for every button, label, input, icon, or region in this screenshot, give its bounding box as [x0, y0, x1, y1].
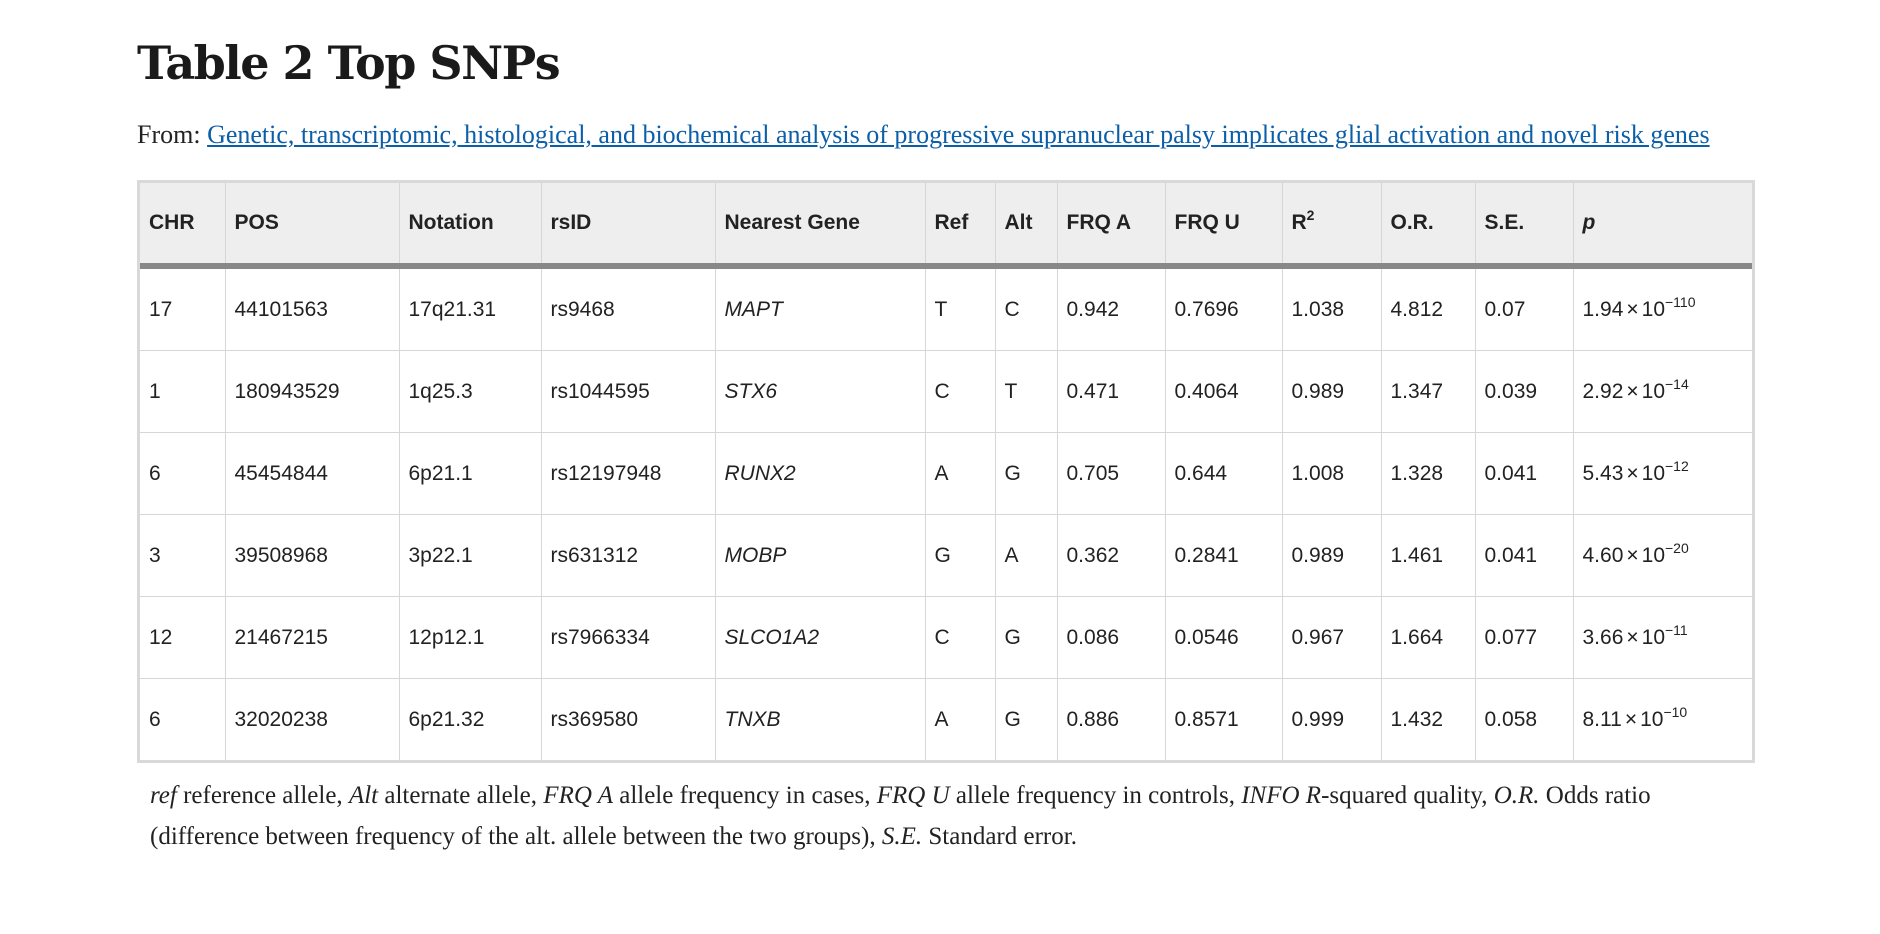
cell-r2: 1.008: [1282, 433, 1381, 515]
cell-pos: 180943529: [225, 351, 399, 433]
p-base: 10: [1641, 625, 1665, 649]
footnote-term: FRQ A: [543, 782, 613, 809]
cell-frq-u: 0.2841: [1165, 515, 1282, 597]
cell-nearest-gene: MAPT: [715, 266, 925, 351]
cell-pos: 21467215: [225, 597, 399, 679]
times-symbol: ×: [1626, 625, 1639, 649]
cell-p-value: [1573, 597, 1752, 679]
p-exponent: −10: [1663, 703, 1688, 720]
cell-odds-ratio: 1.461: [1381, 515, 1475, 597]
col-header-alt: Alt: [995, 183, 1057, 266]
footnote-term: FRQ U: [876, 782, 950, 809]
cell-chr: 3: [140, 515, 225, 597]
col-header-chr: CHR: [140, 183, 225, 266]
table-row: [140, 351, 1752, 433]
footnote-text: allele frequency in controls,: [949, 782, 1242, 809]
cell-frq-a: 0.705: [1057, 433, 1165, 515]
cell-notation: 12p12.1: [399, 597, 541, 679]
source-article-link[interactable]: Genetic, transcriptomic, histological, and biochemical analysis of progressive supranuclear palsy implicates glial activation and novel risk genes: [207, 120, 1710, 149]
col-header-notation: Notation: [399, 183, 541, 266]
cell-chr: 12: [140, 597, 225, 679]
cell-frq-a: 0.471: [1057, 351, 1165, 433]
footnote-term: S.E.: [881, 823, 923, 850]
cell-pos: 45454844: [225, 433, 399, 515]
cell-frq-a: 0.942: [1057, 266, 1165, 351]
col-header-odds-ratio: O.R.: [1381, 183, 1475, 266]
cell-p-value: [1573, 515, 1752, 597]
r2-superscript: 2: [1306, 207, 1315, 223]
p-base: 10: [1641, 297, 1665, 321]
cell-notation: 1q25.3: [399, 351, 541, 433]
cell-se: 0.077: [1475, 597, 1573, 679]
col-header-rsid: rsID: [541, 183, 715, 266]
cell-rsid: rs631312: [541, 515, 715, 597]
times-symbol: ×: [1626, 297, 1639, 321]
col-header-r2: [1282, 183, 1381, 266]
footnote-term: ref: [150, 782, 177, 809]
cell-frq-u: 0.8571: [1165, 679, 1282, 761]
times-symbol: ×: [1626, 543, 1639, 567]
cell-se: 0.058: [1475, 679, 1573, 761]
cell-pos: 32020238: [225, 679, 399, 761]
cell-notation: 6p21.32: [399, 679, 541, 761]
cell-r2: 0.967: [1282, 597, 1381, 679]
cell-nearest-gene: MOBP: [715, 515, 925, 597]
footnote-term: Alt: [348, 782, 379, 809]
cell-frq-u: 0.7696: [1165, 266, 1282, 351]
cell-se: 0.041: [1475, 433, 1573, 515]
footnote-term: O.R.: [1493, 782, 1540, 809]
p-base: 10: [1640, 707, 1664, 731]
footnote-text: reference allele,: [176, 782, 349, 809]
times-symbol: ×: [1626, 379, 1639, 403]
cell-p-value: [1573, 351, 1752, 433]
p-mantissa: 8.11: [1582, 707, 1622, 731]
cell-nearest-gene: RUNX2: [715, 433, 925, 515]
col-header-nearest-gene: Nearest Gene: [715, 183, 925, 266]
cell-r2: 1.038: [1282, 266, 1381, 351]
cell-ref: C: [925, 351, 995, 433]
cell-pos: 39508968: [225, 515, 399, 597]
p-mantissa: 5.43: [1582, 461, 1624, 485]
table-row: [140, 597, 1752, 679]
footnote-term: INFO R: [1241, 782, 1322, 809]
cell-rsid: rs1044595: [541, 351, 715, 433]
snp-table-container: [137, 180, 1755, 763]
cell-p-value: [1573, 679, 1752, 761]
footnote-text: alternate allele,: [378, 782, 544, 809]
cell-odds-ratio: 4.812: [1381, 266, 1475, 351]
cell-chr: 1: [140, 351, 225, 433]
cell-ref: T: [925, 266, 995, 351]
cell-ref: G: [925, 515, 995, 597]
cell-nearest-gene: STX6: [715, 351, 925, 433]
table-row: [140, 515, 1752, 597]
cell-r2: 0.999: [1282, 679, 1381, 761]
cell-notation: 17q21.31: [399, 266, 541, 351]
p-exponent: −11: [1665, 621, 1688, 638]
cell-r2: 0.989: [1282, 515, 1381, 597]
col-header-se: S.E.: [1475, 183, 1573, 266]
cell-notation: 3p22.1: [399, 515, 541, 597]
cell-pos: 44101563: [225, 266, 399, 351]
cell-rsid: rs9468: [541, 266, 715, 351]
p-exponent: −14: [1665, 375, 1689, 392]
cell-r2: 0.989: [1282, 351, 1381, 433]
col-header-ref: Ref: [925, 183, 995, 266]
cell-alt: A: [995, 515, 1057, 597]
cell-frq-a: 0.886: [1057, 679, 1165, 761]
cell-frq-u: 0.644: [1165, 433, 1282, 515]
p-base: 10: [1641, 379, 1665, 403]
cell-rsid: rs12197948: [541, 433, 715, 515]
page-title: Table 2 Top SNPs: [137, 36, 560, 90]
table-row: [140, 433, 1752, 515]
cell-se: 0.039: [1475, 351, 1573, 433]
cell-se: 0.07: [1475, 266, 1573, 351]
p-mantissa: 1.94: [1582, 297, 1624, 321]
cell-alt: C: [995, 266, 1057, 351]
cell-rsid: rs369580: [541, 679, 715, 761]
cell-frq-u: 0.4064: [1165, 351, 1282, 433]
cell-nearest-gene: TNXB: [715, 679, 925, 761]
p-mantissa: 3.66: [1582, 625, 1624, 649]
p-exponent: −20: [1665, 539, 1689, 556]
cell-rsid: rs7966334: [541, 597, 715, 679]
p-base: 10: [1641, 461, 1665, 485]
cell-frq-u: 0.0546: [1165, 597, 1282, 679]
table-row: [140, 266, 1752, 351]
r2-label: R: [1291, 211, 1307, 234]
cell-ref: A: [925, 679, 995, 761]
cell-odds-ratio: 1.432: [1381, 679, 1475, 761]
footnote-text: allele frequency in cases,: [612, 782, 877, 809]
footnote-text: -squared quality,: [1321, 782, 1494, 809]
p-exponent: −12: [1665, 457, 1689, 474]
table-header-row: [140, 183, 1752, 266]
col-header-frq-a: FRQ A: [1057, 183, 1165, 266]
cell-alt: G: [995, 433, 1057, 515]
cell-ref: A: [925, 433, 995, 515]
cell-alt: T: [995, 351, 1057, 433]
cell-nearest-gene: SLCO1A2: [715, 597, 925, 679]
cell-alt: G: [995, 679, 1057, 761]
cell-p-value: [1573, 266, 1752, 351]
cell-se: 0.041: [1475, 515, 1573, 597]
p-exponent: −110: [1665, 293, 1696, 310]
cell-frq-a: 0.086: [1057, 597, 1165, 679]
footnote-text: Odds ratio (difference between frequency of the alt. allele between the two groups),: [150, 782, 1651, 850]
table-footnote: [150, 775, 1750, 857]
source-line: [137, 120, 1710, 150]
snp-table: [140, 183, 1752, 760]
cell-notation: 6p21.1: [399, 433, 541, 515]
cell-odds-ratio: 1.347: [1381, 351, 1475, 433]
cell-frq-a: 0.362: [1057, 515, 1165, 597]
cell-chr: 17: [140, 266, 225, 351]
footnote-text: Standard error.: [922, 823, 1077, 850]
cell-odds-ratio: 1.664: [1381, 597, 1475, 679]
p-mantissa: 4.60: [1582, 543, 1624, 567]
p-base: 10: [1641, 543, 1665, 567]
col-header-p: p: [1573, 183, 1752, 266]
cell-chr: 6: [140, 433, 225, 515]
times-symbol: ×: [1624, 707, 1638, 731]
col-header-pos: POS: [225, 183, 399, 266]
cell-odds-ratio: 1.328: [1381, 433, 1475, 515]
p-mantissa: 2.92: [1582, 379, 1624, 403]
col-header-frq-u: FRQ U: [1165, 183, 1282, 266]
cell-ref: C: [925, 597, 995, 679]
table-row: [140, 679, 1752, 761]
times-symbol: ×: [1626, 461, 1639, 485]
cell-chr: 6: [140, 679, 225, 761]
source-prefix: From:: [137, 120, 201, 149]
table-body: [140, 266, 1752, 760]
cell-p-value: [1573, 433, 1752, 515]
cell-alt: G: [995, 597, 1057, 679]
